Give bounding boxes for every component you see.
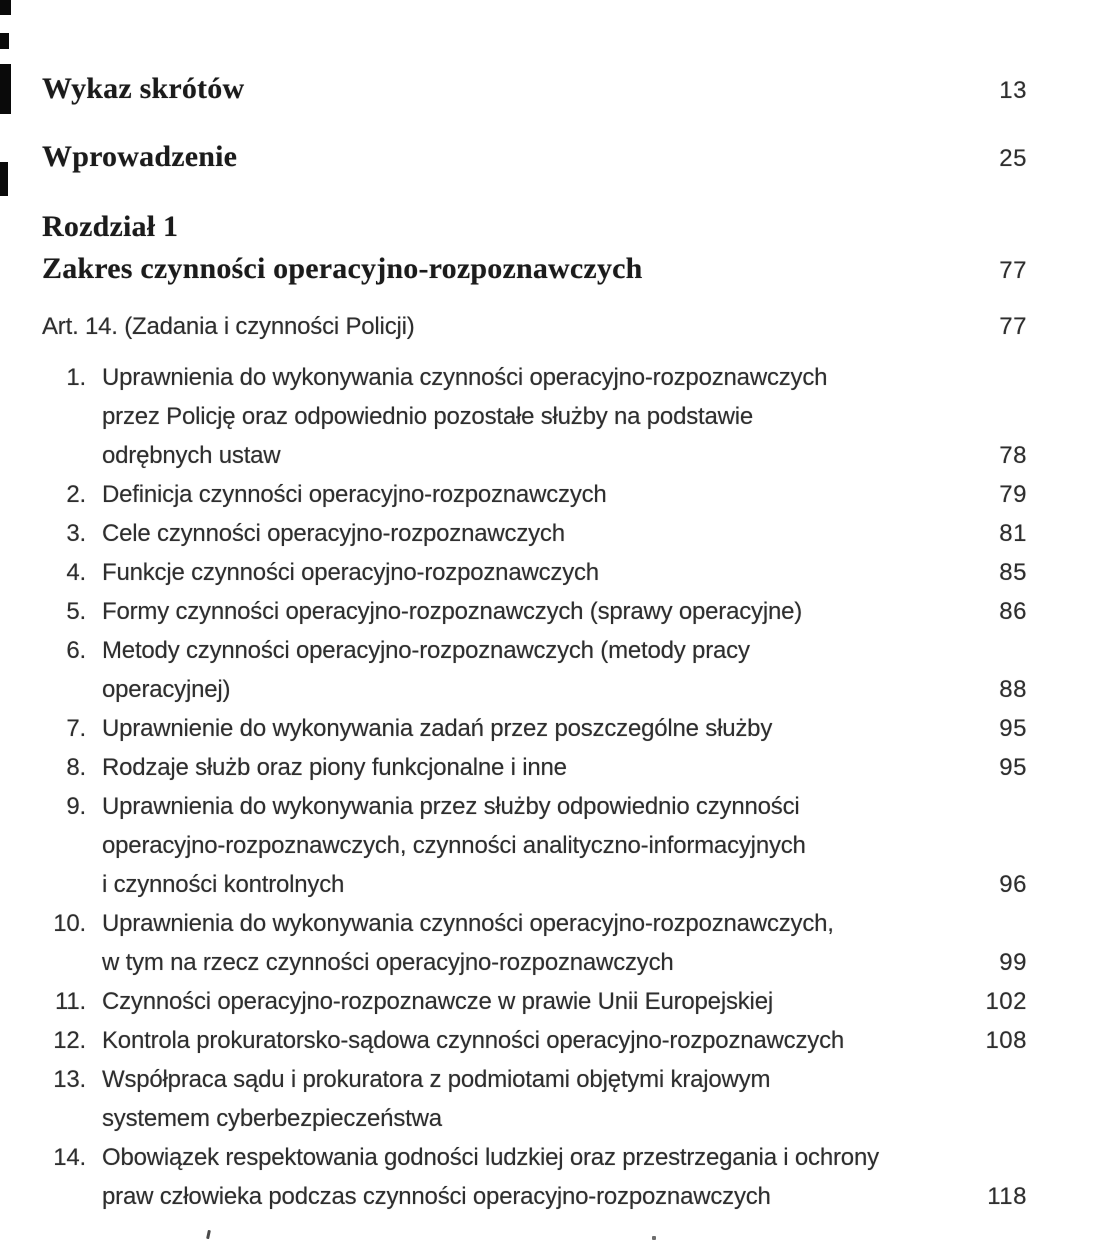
- item-line: Kontrola prokuratorsko-sądowa czynności operacyjno-rozpoznawczych: [102, 1027, 845, 1054]
- item-line: operacyjnej): [102, 676, 231, 703]
- entry-page-number: 77: [999, 257, 1027, 284]
- toc-item: [42, 1060, 1027, 1138]
- item-line: Obowiązek respektowania godności ludzkiej oraz przestrzegania i ochrony: [102, 1144, 879, 1171]
- item-text: [86, 1060, 983, 1138]
- item-number: 3.: [66, 520, 86, 547]
- item-number: 13.: [53, 1066, 86, 1093]
- item-line: Rodzaje służb oraz piony funkcjonalne i inne: [102, 754, 567, 781]
- item-text: [86, 982, 983, 1021]
- item-page-number: 86: [999, 598, 1027, 625]
- item-number: 11.: [55, 988, 86, 1015]
- item-line: i czynności kontrolnych: [102, 871, 345, 898]
- item-number: 14.: [53, 1144, 86, 1171]
- item-text: [86, 904, 983, 982]
- toc-item: [42, 982, 1027, 1021]
- toc-item: [42, 1021, 1027, 1060]
- item-line: Uprawnienia do wykonywania czynności operacyjno-rozpoznawczych,: [102, 910, 834, 937]
- toc-entry-wykaz-skrotow: [42, 70, 1027, 110]
- item-line: Metody czynności operacyjno-rozpoznawczych (metody pracy: [102, 637, 750, 664]
- item-page-number: 102: [985, 988, 1027, 1015]
- scan-speck: [652, 1236, 656, 1240]
- item-number: 5.: [66, 598, 86, 625]
- toc-item: [42, 748, 1027, 787]
- item-number: 1.: [66, 364, 86, 391]
- scan-edge-artifact: [0, 64, 11, 114]
- item-page-number: 79: [999, 481, 1027, 508]
- item-page-number: 95: [999, 715, 1027, 742]
- toc-entry-article-14: [42, 308, 1027, 346]
- scan-edge-artifact: [0, 33, 9, 49]
- item-line: Funkcje czynności operacyjno-rozpoznawczych: [102, 559, 599, 586]
- item-line: Uprawnienia do wykonywania przez służby odpowiednio czynności: [102, 793, 800, 820]
- item-line: przez Policję oraz odpowiednio pozostałe służby na podstawie: [102, 403, 754, 430]
- item-page-number: 78: [999, 442, 1027, 469]
- item-line: Formy czynności operacyjno-rozpoznawczych (sprawy operacyjne): [102, 598, 803, 625]
- item-text: [86, 475, 983, 514]
- item-page-number: 118: [987, 1183, 1027, 1210]
- toc-item: [42, 787, 1027, 904]
- item-page-number: 99: [999, 949, 1027, 976]
- toc-item: [42, 514, 1027, 553]
- article-title: Art. 14. (Zadania i czynności Policji): [42, 313, 415, 340]
- chapter-title: Zakres czynności operacyjno-rozpoznawczych: [42, 252, 643, 285]
- item-line: operacyjno-rozpoznawczych, czynności analityczno-informacyjnych: [102, 832, 806, 859]
- item-text: [86, 748, 983, 787]
- item-number: 7.: [66, 715, 86, 742]
- toc-item: [42, 709, 1027, 748]
- item-text: [86, 514, 983, 553]
- item-number: 9.: [66, 793, 86, 820]
- item-text: [86, 553, 983, 592]
- toc-entry-chapter-1: [42, 206, 1027, 292]
- toc-item: [42, 1138, 1027, 1216]
- item-line: praw człowieka podczas czynności operacyjno-rozpoznawczych: [102, 1183, 771, 1210]
- item-number: 4.: [66, 559, 86, 586]
- item-text: [86, 631, 983, 709]
- item-number: 6.: [66, 637, 86, 664]
- entry-title: Wykaz skrótów: [42, 72, 245, 105]
- scan-edge-artifact: [0, 162, 8, 196]
- item-number: 8.: [66, 754, 86, 781]
- item-text: [86, 709, 983, 748]
- item-page-number: 81: [999, 520, 1027, 547]
- item-page-number: 85: [999, 559, 1027, 586]
- item-line: Czynności operacyjno-rozpoznawcze w prawie Unii Europejskiej: [102, 988, 773, 1015]
- toc-item: [42, 904, 1027, 982]
- chapter-number-line: Rozdział 1: [42, 210, 179, 243]
- toc-item: [42, 631, 1027, 709]
- chapter-title-row: [42, 248, 1027, 292]
- toc-item: [42, 592, 1027, 631]
- item-line: Uprawnienia do wykonywania czynności operacyjno-rozpoznawczych: [102, 364, 828, 391]
- item-line: w tym na rzecz czynności operacyjno-rozpoznawczych: [102, 949, 674, 976]
- item-text: [86, 358, 983, 475]
- item-text: [86, 592, 983, 631]
- item-page-number: 96: [999, 871, 1027, 898]
- item-line: Współpraca sądu i prokuratora z podmiotami objętymi krajowym: [102, 1066, 771, 1093]
- item-page-number: 108: [985, 1027, 1027, 1054]
- item-number: 12.: [53, 1027, 86, 1054]
- scan-edge-artifact: [0, 0, 11, 15]
- entry-page-number: 25: [999, 145, 1027, 172]
- toc-item: [42, 358, 1027, 475]
- item-line: Cele czynności operacyjno-rozpoznawczych: [102, 520, 565, 547]
- item-line: Definicja czynności operacyjno-rozpoznawczych: [102, 481, 607, 508]
- scan-speck: [206, 1230, 211, 1239]
- item-page-number: 95: [999, 754, 1027, 781]
- item-number: 10.: [53, 910, 86, 937]
- entry-title: Wprowadzenie: [42, 140, 238, 173]
- item-number: 2.: [66, 481, 86, 508]
- item-page-number: 88: [999, 676, 1027, 703]
- item-text: [86, 787, 983, 904]
- item-line: Uprawnienie do wykonywania zadań przez poszczególne służby: [102, 715, 773, 742]
- entry-page-number: 77: [999, 313, 1027, 340]
- toc-item: [42, 475, 1027, 514]
- item-line: systemem cyberbezpieczeństwa: [102, 1105, 442, 1132]
- item-text: [86, 1138, 983, 1216]
- item-text: [86, 1021, 983, 1060]
- item-line: odrębnych ustaw: [102, 442, 281, 469]
- entry-page-number: 13: [999, 77, 1027, 104]
- toc-list: [42, 358, 1027, 1216]
- toc-item: [42, 553, 1027, 592]
- toc-entry-wprowadzenie: [42, 138, 1027, 178]
